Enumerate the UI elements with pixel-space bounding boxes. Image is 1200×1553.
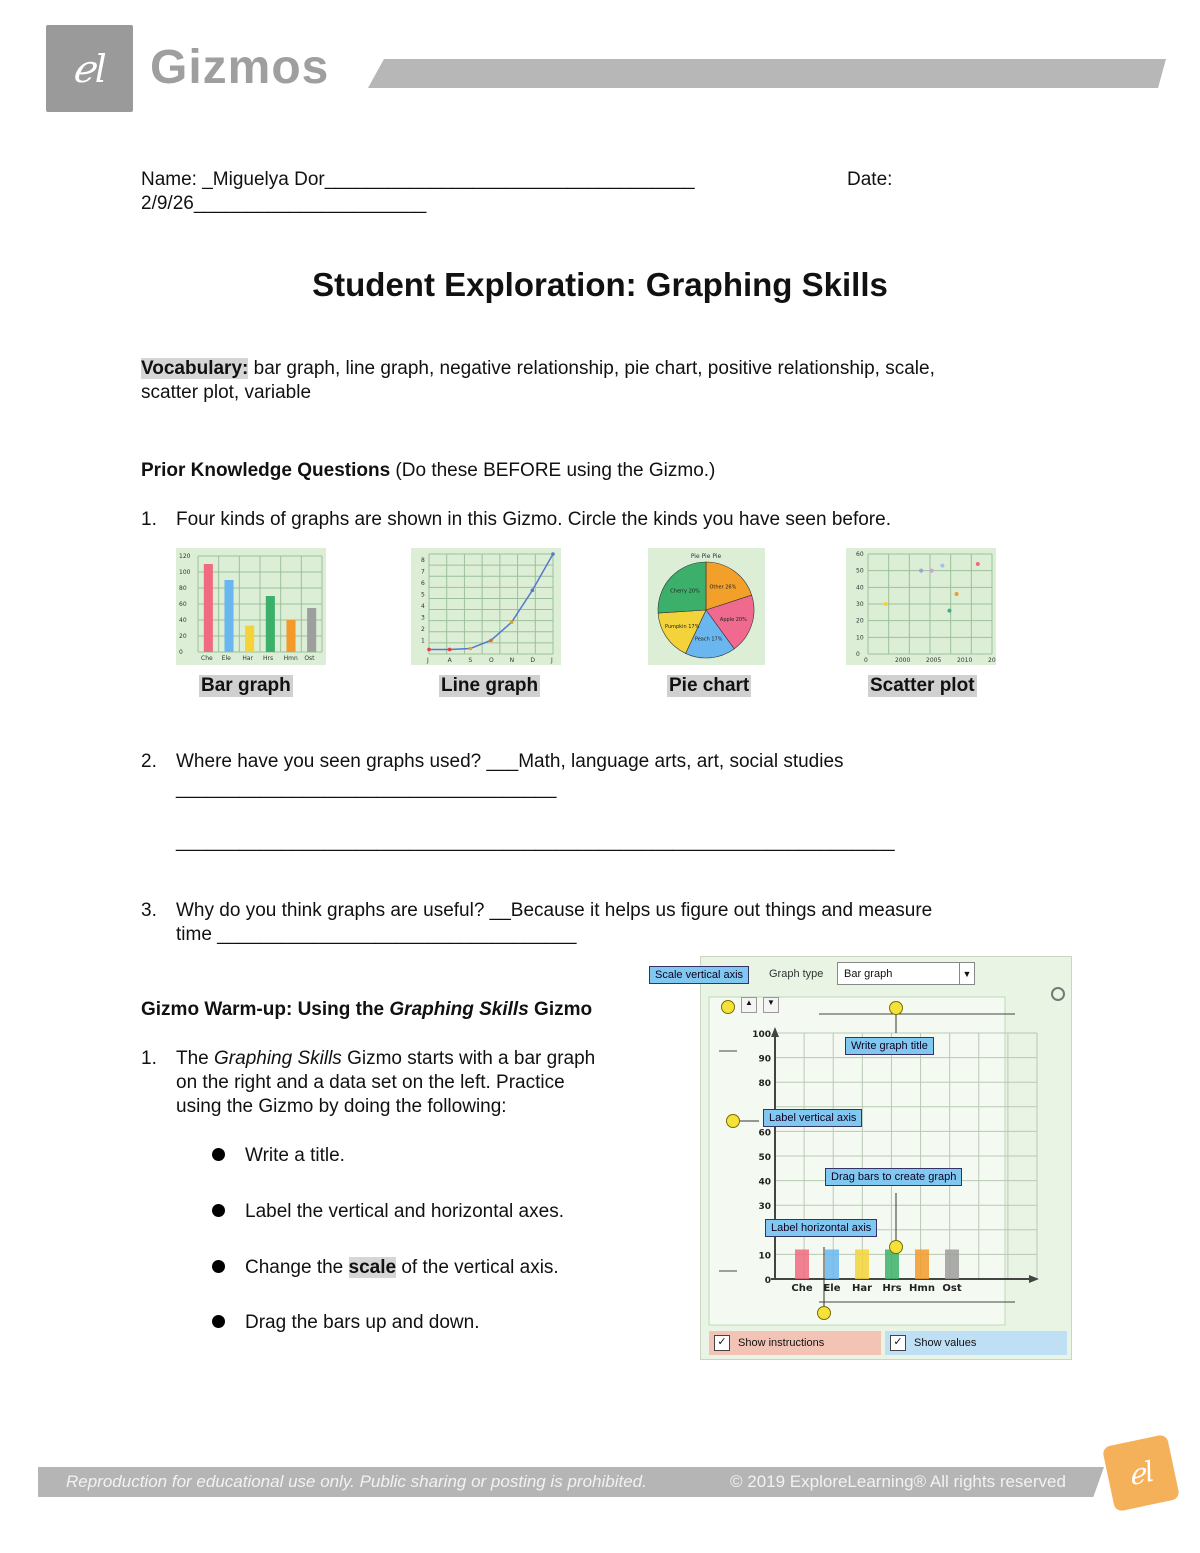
pie-chart-thumbnail (648, 548, 765, 665)
line-thumb-series (429, 554, 553, 649)
gizmo-category: Hmn (909, 1283, 935, 1294)
scatter-thumb-xlabel: 0 (864, 657, 868, 664)
title-handle[interactable] (889, 1001, 903, 1015)
prior-knowledge-heading: Prior Knowledge Questions (Do these BEFORE using the Gizmo.) (141, 460, 716, 481)
bar-thumb-bar (204, 564, 213, 652)
line-thumb-xlabel: S (468, 657, 473, 664)
chevron-down-icon[interactable]: ▼ (959, 963, 974, 984)
graph-type-select[interactable]: Bar graph ▼ (837, 962, 975, 985)
scale-handle[interactable] (721, 1000, 735, 1014)
vocabulary-terms-cont: scatter plot, variable (141, 382, 312, 403)
line-thumb-tick: 1 (421, 637, 425, 645)
footer-notice: Reproduction for educational use only. Public sharing or posting is prohibited. (66, 1472, 647, 1491)
caption-pie-chart: Pie chart (669, 675, 750, 696)
scatter-thumb-point (976, 562, 980, 566)
bar-thumb-tick: 0 (179, 649, 183, 656)
answer-3[interactable]: Why do you think graphs are useful? __Because it helps us figure out things and measure (176, 900, 933, 921)
horizontal-label-handle[interactable] (817, 1306, 831, 1320)
tag-drag-bars: Drag bars to create graph (825, 1168, 962, 1186)
bullet-change-scale: Change the scale of the vertical axis. (212, 1257, 559, 1279)
gizmo-category: Ele (823, 1283, 841, 1294)
line-thumb-xlabel: N (509, 657, 515, 664)
bar-thumb-bar (266, 596, 275, 652)
vocabulary (141, 357, 1061, 405)
footer-copyright: © 2019 ExploreLearning® All rights reserved (730, 1472, 1066, 1491)
question-3: 3. Why do you think graphs are useful? __Because it helps us figure out things and measure (141, 900, 933, 921)
gizmo-y-tick: 100 (752, 1030, 771, 1040)
line-thumb-point (531, 589, 535, 593)
vertical-label-handle[interactable] (726, 1114, 740, 1128)
page-title: Student Exploration: Graphing Skills (312, 266, 888, 303)
line-thumb-point (489, 639, 493, 643)
bullet-write-title: Write a title. (212, 1145, 345, 1167)
pie-thumb-title: Pie Pie Pie (690, 553, 722, 560)
line-thumb-xlabel: D (530, 657, 535, 664)
gizmo-bar (915, 1249, 929, 1279)
answer-3-cont[interactable]: time __________________________________ (176, 924, 577, 945)
gizmo-y-tick: 30 (758, 1202, 771, 1213)
scatter-thumb-point (919, 569, 923, 573)
graph-type-label: Graph type (769, 968, 824, 980)
scatter-thumb-point (940, 564, 944, 568)
gizmo-y-tick: 80 (758, 1079, 771, 1090)
bar-thumb-category: Hrs (263, 655, 274, 662)
gizmo-category: Har (851, 1283, 873, 1294)
pie-thumb-label: Peach 17% (694, 636, 723, 643)
gizmo-y-tick: 90 (758, 1054, 771, 1065)
bar-thumb-category: Ost (304, 655, 315, 662)
answer-2[interactable]: Where have you seen graphs used? ___Math, language arts, art, social studies (176, 751, 844, 772)
gizmo-bar (795, 1249, 809, 1279)
scatter-thumb-point (955, 592, 959, 596)
caption-line-graph: Line graph (441, 675, 539, 696)
date-field[interactable]: 2/9/26______________________ (141, 193, 427, 214)
answer-2-line[interactable]: ____________________________________ (176, 778, 557, 799)
gizmo-category: Hrs (882, 1283, 902, 1294)
line-graph-thumbnail (411, 548, 561, 665)
scatter-thumb-tick: 60 (856, 551, 864, 558)
brand-name: Gizmos (150, 41, 330, 94)
scatter-thumb-tick: 30 (856, 601, 864, 608)
explorelearning-logo: ℯl (46, 25, 133, 112)
bar-graph-thumbnail (176, 548, 326, 665)
warmup-heading: Gizmo Warm-up: Using the Graphing Skills Gizmo (141, 999, 593, 1020)
gizmo-bar (855, 1249, 869, 1279)
line-thumb-tick: 2 (421, 626, 425, 633)
tag-label-vertical-axis: Label vertical axis (763, 1109, 862, 1127)
gizmo-screenshot (655, 956, 1072, 1360)
checkbox-values[interactable]: ✓ (890, 1335, 906, 1351)
line-thumb-tick: 4 (421, 603, 425, 610)
pie-thumb-label: Pumpkin 17% (665, 624, 700, 631)
bar-thumb-tick: 20 (179, 633, 187, 640)
scatter-thumb-point (930, 569, 934, 573)
line-thumb-xlabel: A (447, 657, 452, 664)
vocabulary-terms: bar graph, line graph, negative relationship, pie chart, positive relationship, scale, (248, 358, 935, 379)
bar-thumb-bar (286, 620, 295, 652)
bar-thumb-bar (307, 608, 316, 652)
gizmo-category: Ost (942, 1283, 962, 1294)
line-thumb-tick: 5 (421, 591, 425, 599)
tag-write-graph-title: Write graph title (845, 1037, 934, 1055)
scatter-thumb-tick: 50 (856, 567, 864, 575)
caption-scatter-plot: Scatter plot (870, 675, 975, 696)
name-field[interactable]: Name: _Miguelya Dor___________________________________ (141, 169, 695, 190)
scale-up-button[interactable]: ▲ (741, 997, 757, 1013)
line-thumb-point (427, 648, 431, 652)
vocabulary-label: Vocabulary: (141, 358, 249, 379)
checkbox-instructions[interactable]: ✓ (714, 1335, 730, 1351)
pie-thumb-label: Other 26% (709, 584, 737, 591)
scatter-thumb-xlabel: 2010 (957, 657, 973, 664)
line-thumb-tick: 3 (421, 614, 425, 622)
scatter-thumb-tick: 40 (856, 584, 864, 592)
bar-drag-handle[interactable] (889, 1240, 903, 1254)
bar-thumb-tick: 100 (179, 569, 191, 576)
bullet-label-axes: Label the vertical and horizontal axes. (212, 1201, 564, 1223)
tag-label-horizontal-axis: Label horizontal axis (765, 1219, 877, 1237)
pie-thumb-label: Apple 20% (719, 616, 747, 623)
line-thumb-xlabel: J (551, 657, 553, 664)
gizmo-y-tick: 40 (758, 1177, 771, 1188)
line-thumb-point (510, 620, 514, 624)
gizmo-y-tick: 0 (764, 1276, 771, 1286)
date-label: Date: (847, 169, 893, 190)
scatter-thumb-tick: 0 (856, 651, 860, 658)
scatter-thumb-xlabel: 20 (988, 657, 996, 664)
question-2: 2. Where have you seen graphs used? ___Math, language arts, art, social studies (141, 751, 844, 772)
scatter-thumb-xlabel: 2000 (895, 657, 911, 664)
gizmo-y-tick: 10 (758, 1251, 771, 1262)
gizmo-category: Che (791, 1283, 813, 1294)
bar-thumb-tick: 80 (179, 585, 187, 592)
scatter-thumb-point (884, 602, 888, 606)
scatter-thumb-tick: 10 (856, 634, 864, 642)
gizmo-bar (825, 1249, 839, 1279)
line-thumb-point (448, 648, 452, 652)
gizmo-y-tick: 50 (758, 1153, 771, 1163)
caption-bar-graph: Bar graph (201, 675, 291, 696)
line-thumb-tick: 8 (421, 557, 425, 564)
answer-2-extra-line[interactable]: ____________________________________________________________________ (176, 831, 895, 852)
bullet-drag-bars: Drag the bars up and down. (212, 1312, 480, 1334)
scatter-plot-thumbnail (846, 548, 996, 665)
header-bar (368, 59, 1166, 88)
warmup-question-1: 1. The Graphing Skills Gizmo starts with a bar graph on the right and a data set on the left. Practice using the Gizmo by doing the following: (141, 1048, 596, 1117)
line-thumb-xlabel: O (489, 657, 494, 664)
gizmo-bar (945, 1249, 959, 1279)
gizmo-y-tick: 60 (758, 1128, 771, 1139)
scatter-thumb-point (947, 609, 951, 613)
bar-thumb-category: Che (201, 655, 213, 662)
bar-thumb-bar (245, 626, 254, 652)
line-thumb-tick: 7 (421, 568, 425, 576)
pie-thumb-label: Cherry 20% (670, 588, 700, 595)
scatter-thumb-tick: 20 (856, 617, 864, 625)
scale-down-button[interactable]: ▼ (763, 997, 779, 1013)
show-instructions-toggle[interactable]: ✓ Show instructions (709, 1331, 881, 1355)
scatter-thumb-xlabel: 2005 (926, 657, 942, 664)
tag-scale-vertical-axis: Scale vertical axis (649, 966, 749, 984)
bar-thumb-category: Har (242, 655, 253, 662)
line-thumb-point (469, 647, 473, 651)
question-1: 1. Four kinds of graphs are shown in this Gizmo. Circle the kinds you have seen before. (141, 509, 891, 530)
reset-icon[interactable] (1051, 987, 1065, 1001)
corner-logo: ℯl (1102, 1434, 1180, 1512)
bar-thumb-tick: 120 (179, 553, 191, 560)
line-thumb-point (551, 552, 555, 556)
line-thumb-tick: 6 (421, 580, 425, 587)
show-values-toggle[interactable]: ✓ Show values (885, 1331, 1067, 1355)
bar-thumb-category: Ele (221, 655, 231, 662)
line-thumb-xlabel: J (427, 657, 429, 664)
bar-thumb-tick: 40 (179, 617, 187, 624)
bar-thumb-tick: 60 (179, 601, 187, 608)
bar-thumb-category: Hmn (283, 655, 298, 662)
gizmo-graph (701, 957, 1071, 1359)
bar-thumb-bar (224, 580, 233, 652)
